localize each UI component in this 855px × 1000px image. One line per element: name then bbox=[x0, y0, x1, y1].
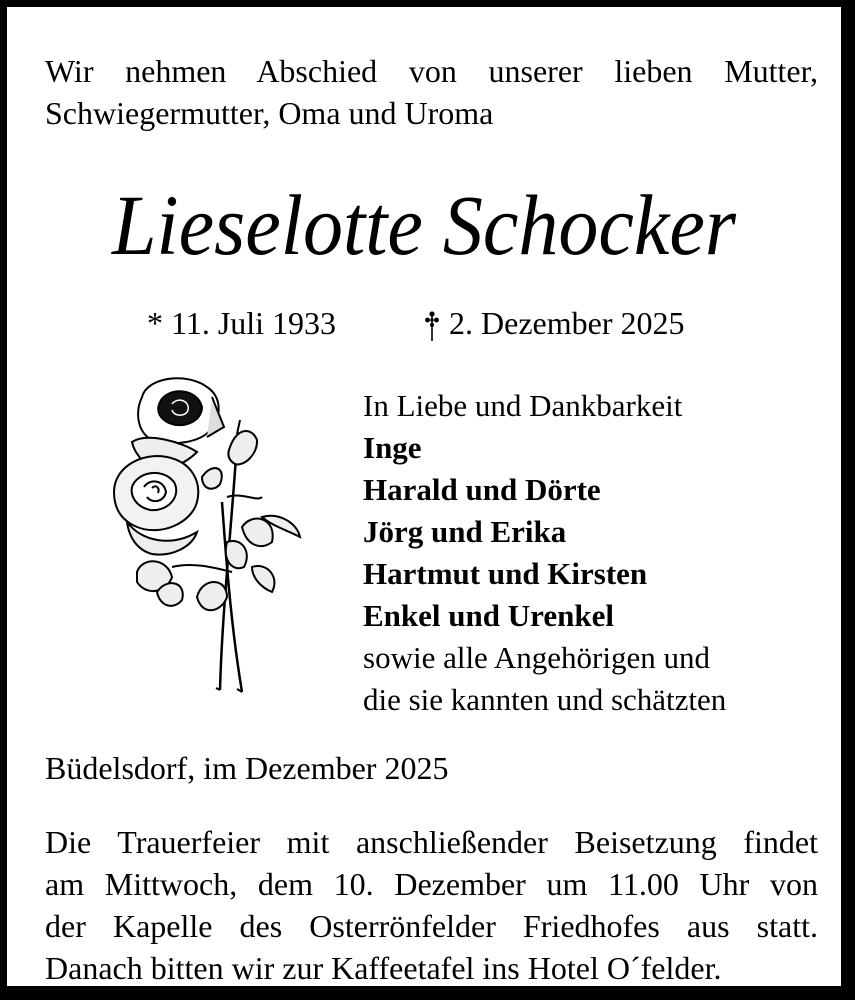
intro-text bbox=[45, 50, 818, 134]
rose-illustration bbox=[102, 372, 302, 702]
ceremony-line: der Kapelle des Osterrönfelder Friedhofes aus statt. bbox=[45, 908, 818, 944]
intro-line-2: Schwiegermutter, Oma und Uroma bbox=[45, 95, 494, 131]
birth-date: * 11. Juli 1933 bbox=[147, 305, 337, 341]
obituary-notice bbox=[7, 7, 841, 986]
ceremony-line: Die Trauerfeier mit anschließender Beisetzung findet bbox=[45, 824, 818, 860]
place-date: Büdelsdorf, im Dezember 2025 bbox=[45, 750, 449, 786]
family-closing: die sie kannten und schätzten bbox=[363, 682, 727, 717]
cross-icon bbox=[423, 303, 441, 343]
family-name: Jörg und Erika bbox=[363, 514, 567, 549]
family-name: Harald und Dörte bbox=[363, 472, 601, 507]
ceremony-info bbox=[45, 821, 818, 989]
family-intro: In Liebe und Dankbarkeit bbox=[363, 388, 683, 423]
family-name: Enkel und Urenkel bbox=[363, 598, 614, 633]
mourners-list bbox=[363, 385, 726, 721]
ceremony-line: Danach bitten wir zur Kaffeetafel ins Hotel O´felder. bbox=[45, 950, 722, 986]
family-name: Inge bbox=[363, 430, 422, 465]
intro-line-1: Wir nehmen Abschied von unserer lieben Mutter, bbox=[45, 53, 818, 89]
deceased-name: Lieselotte Schocker bbox=[111, 177, 737, 273]
ceremony-line: am Mittwoch, dem 10. Dezember um 11.00 Uhr von bbox=[45, 866, 818, 902]
death-date-group bbox=[423, 303, 684, 343]
family-closing: sowie alle Angehörigen und bbox=[363, 640, 710, 675]
death-date: 2. Dezember 2025 bbox=[449, 305, 685, 341]
family-name: Hartmut und Kirsten bbox=[363, 556, 648, 591]
